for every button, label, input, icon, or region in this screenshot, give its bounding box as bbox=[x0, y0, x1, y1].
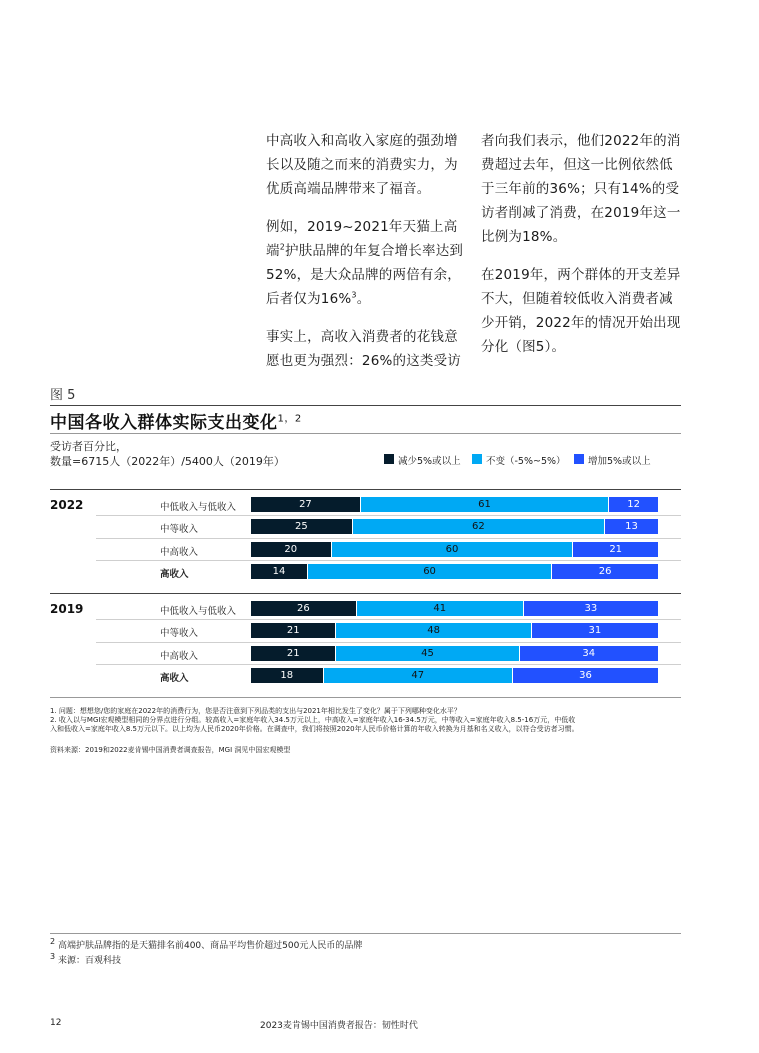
figure-title bbox=[50, 408, 302, 433]
page-number: 12 bbox=[50, 1018, 62, 1028]
footnote-text: 来源：百观科技 bbox=[57, 956, 121, 966]
bar-row bbox=[251, 542, 658, 557]
chart-bottom-rule bbox=[50, 697, 681, 698]
footnote-number: 2 bbox=[50, 937, 56, 946]
legend-swatch-increase bbox=[574, 454, 584, 464]
subtitle-line: 受访者百分比， bbox=[50, 440, 127, 453]
paragraph-text: 例如，2019~2021年天猫上高端 bbox=[266, 219, 458, 259]
group-year-label: 2019 bbox=[50, 602, 84, 616]
note-2: 2. 收入以与MGI宏观模型相同的分界点进行分组。较高收入=家庭年收入34.5万元以上，中高收入=家庭年收入16-34.5万元，中等收入=家庭年收入8.5-16万元，中低收 bbox=[50, 716, 576, 724]
group-year-label: 2022 bbox=[50, 498, 84, 512]
category-label: 中等收入 bbox=[160, 524, 199, 536]
figure-notes bbox=[50, 707, 690, 734]
figure-title-rule bbox=[50, 433, 681, 434]
category-label: 中低收入与低收入 bbox=[160, 502, 237, 513]
bar-segment-increase: 31 bbox=[532, 623, 658, 638]
category-label: 高收入 bbox=[160, 568, 189, 580]
paragraph: 中高收入和高收入家庭的强劲增长以及随之而来的消费实力，为优质高端品牌带来了福音。 bbox=[266, 133, 458, 197]
footnote-ref[interactable]: 2 bbox=[279, 242, 285, 252]
category-label: 中等收入 bbox=[160, 628, 199, 640]
bar-segment-unchanged: 61 bbox=[361, 497, 608, 512]
footnote-ref[interactable]: 3 bbox=[351, 290, 357, 300]
group-divider bbox=[50, 489, 681, 490]
footnote-rule bbox=[50, 933, 681, 934]
figure-subtitle bbox=[50, 439, 285, 469]
bar-segment-decrease: 26 bbox=[251, 601, 356, 616]
bar-segment-unchanged: 48 bbox=[336, 623, 530, 638]
bar-segment-decrease: 14 bbox=[251, 564, 307, 579]
note-1: 1. 问题：想想您/您的家庭在2022年的消费行为，您是否注意到下列品类的支出与2021年相比发生了变化？属于下列哪种变化水平？ bbox=[50, 707, 461, 715]
legend-swatch-decrease bbox=[384, 454, 394, 464]
paragraph bbox=[266, 215, 471, 311]
legend-label: 减少5%或以上 bbox=[398, 456, 461, 467]
row-divider bbox=[96, 619, 681, 620]
body-column-left bbox=[266, 129, 471, 387]
bar-segment-unchanged: 60 bbox=[308, 564, 551, 579]
note-2-cont: 入和低收入=家庭年收入8.5万元以下。以上均为人民币2020年价格。在调查中，我们将按照2020年人民币价格计算的年收入转换为月基和名义收入，以符合受访者习惯。 bbox=[50, 725, 579, 733]
figure-source: 资料来源：2019和2022麦肯锡中国消费者调查报告，MGI 洞见中国宏观模型 bbox=[50, 746, 291, 754]
paragraph: 事实上，高收入消费者的花钱意愿也更为强烈：26%的这类受访 bbox=[266, 329, 462, 369]
bar-row bbox=[251, 646, 658, 661]
row-divider bbox=[96, 560, 681, 561]
bar-row bbox=[251, 601, 658, 616]
footer-title: 2023麦肯锡中国消费者报告：韧性时代 bbox=[260, 1021, 418, 1031]
subtitle-line: 数量=6715人（2022年）/5400人（2019年） bbox=[50, 455, 285, 468]
bar-segment-decrease: 18 bbox=[251, 668, 323, 683]
category-label: 中低收入与低收入 bbox=[160, 606, 237, 617]
bar-segment-decrease: 21 bbox=[251, 646, 335, 661]
bar-segment-increase: 34 bbox=[520, 646, 658, 661]
paragraph-text: 护肤品牌的年复合增长率达到52%，是大众品牌的两倍有余，后者仅为16% bbox=[266, 243, 464, 307]
bar-segment-unchanged: 47 bbox=[324, 668, 512, 683]
legend-label: 不变（-5%~5%） bbox=[486, 456, 566, 467]
figure-title-footnote: 1，2 bbox=[277, 413, 302, 425]
paragraph: 在2019年，两个群体的开支差异不大，但随着较低收入消费者减少开销，2022年的情况开始出现分化（图5）。 bbox=[481, 267, 681, 355]
figure-top-rule bbox=[50, 405, 681, 406]
legend-swatch-unchanged bbox=[472, 454, 482, 464]
page-footnotes bbox=[50, 939, 362, 969]
bar-segment-increase: 13 bbox=[605, 519, 658, 534]
bar-segment-increase: 33 bbox=[524, 601, 658, 616]
bar-segment-increase: 26 bbox=[552, 564, 658, 579]
bar-row bbox=[251, 623, 658, 638]
row-divider bbox=[96, 642, 681, 643]
row-divider bbox=[96, 515, 681, 516]
body-column-right bbox=[481, 129, 681, 373]
row-divider bbox=[96, 538, 681, 539]
bar-segment-increase: 36 bbox=[513, 668, 658, 683]
bar-segment-unchanged: 62 bbox=[353, 519, 604, 534]
category-label: 中高收入 bbox=[160, 650, 199, 662]
bar-segment-decrease: 27 bbox=[251, 497, 360, 512]
category-label: 高收入 bbox=[160, 672, 189, 684]
footnote-number: 3 bbox=[50, 952, 56, 961]
bar-segment-decrease: 20 bbox=[251, 542, 331, 557]
figure-title-text: 中国各收入群体实际支出变化 bbox=[50, 413, 278, 433]
bar-segment-increase: 21 bbox=[573, 542, 658, 557]
bar-segment-increase: 12 bbox=[609, 497, 658, 512]
group-divider bbox=[50, 593, 681, 594]
bar-row bbox=[251, 668, 658, 683]
bar-row bbox=[251, 519, 658, 534]
legend-label: 增加5%或以上 bbox=[588, 456, 651, 467]
bar-segment-unchanged: 60 bbox=[332, 542, 573, 557]
footnote-3 bbox=[50, 954, 362, 969]
footnote-text: 高端护肤品牌指的是天猫排名前400、商品平均售价超过500元人民币的品牌 bbox=[57, 941, 363, 951]
bar-segment-decrease: 25 bbox=[251, 519, 352, 534]
bar-segment-decrease: 21 bbox=[251, 623, 335, 638]
footnote-2 bbox=[50, 939, 362, 954]
figure-label: 图 5 bbox=[50, 388, 76, 403]
bar-row bbox=[251, 497, 658, 512]
bar-segment-unchanged: 45 bbox=[336, 646, 518, 661]
paragraph-text: 。 bbox=[356, 291, 371, 307]
bar-row bbox=[251, 564, 658, 579]
row-divider bbox=[96, 664, 681, 665]
bar-segment-unchanged: 41 bbox=[357, 601, 523, 616]
category-label: 中高收入 bbox=[160, 546, 199, 558]
paragraph: 者向我们表示，他们2022年的消费超过去年，但这一比例依然低于三年前的36%；只有14%的受访者削减了消费，在2019年这一比例为18%。 bbox=[481, 133, 681, 245]
